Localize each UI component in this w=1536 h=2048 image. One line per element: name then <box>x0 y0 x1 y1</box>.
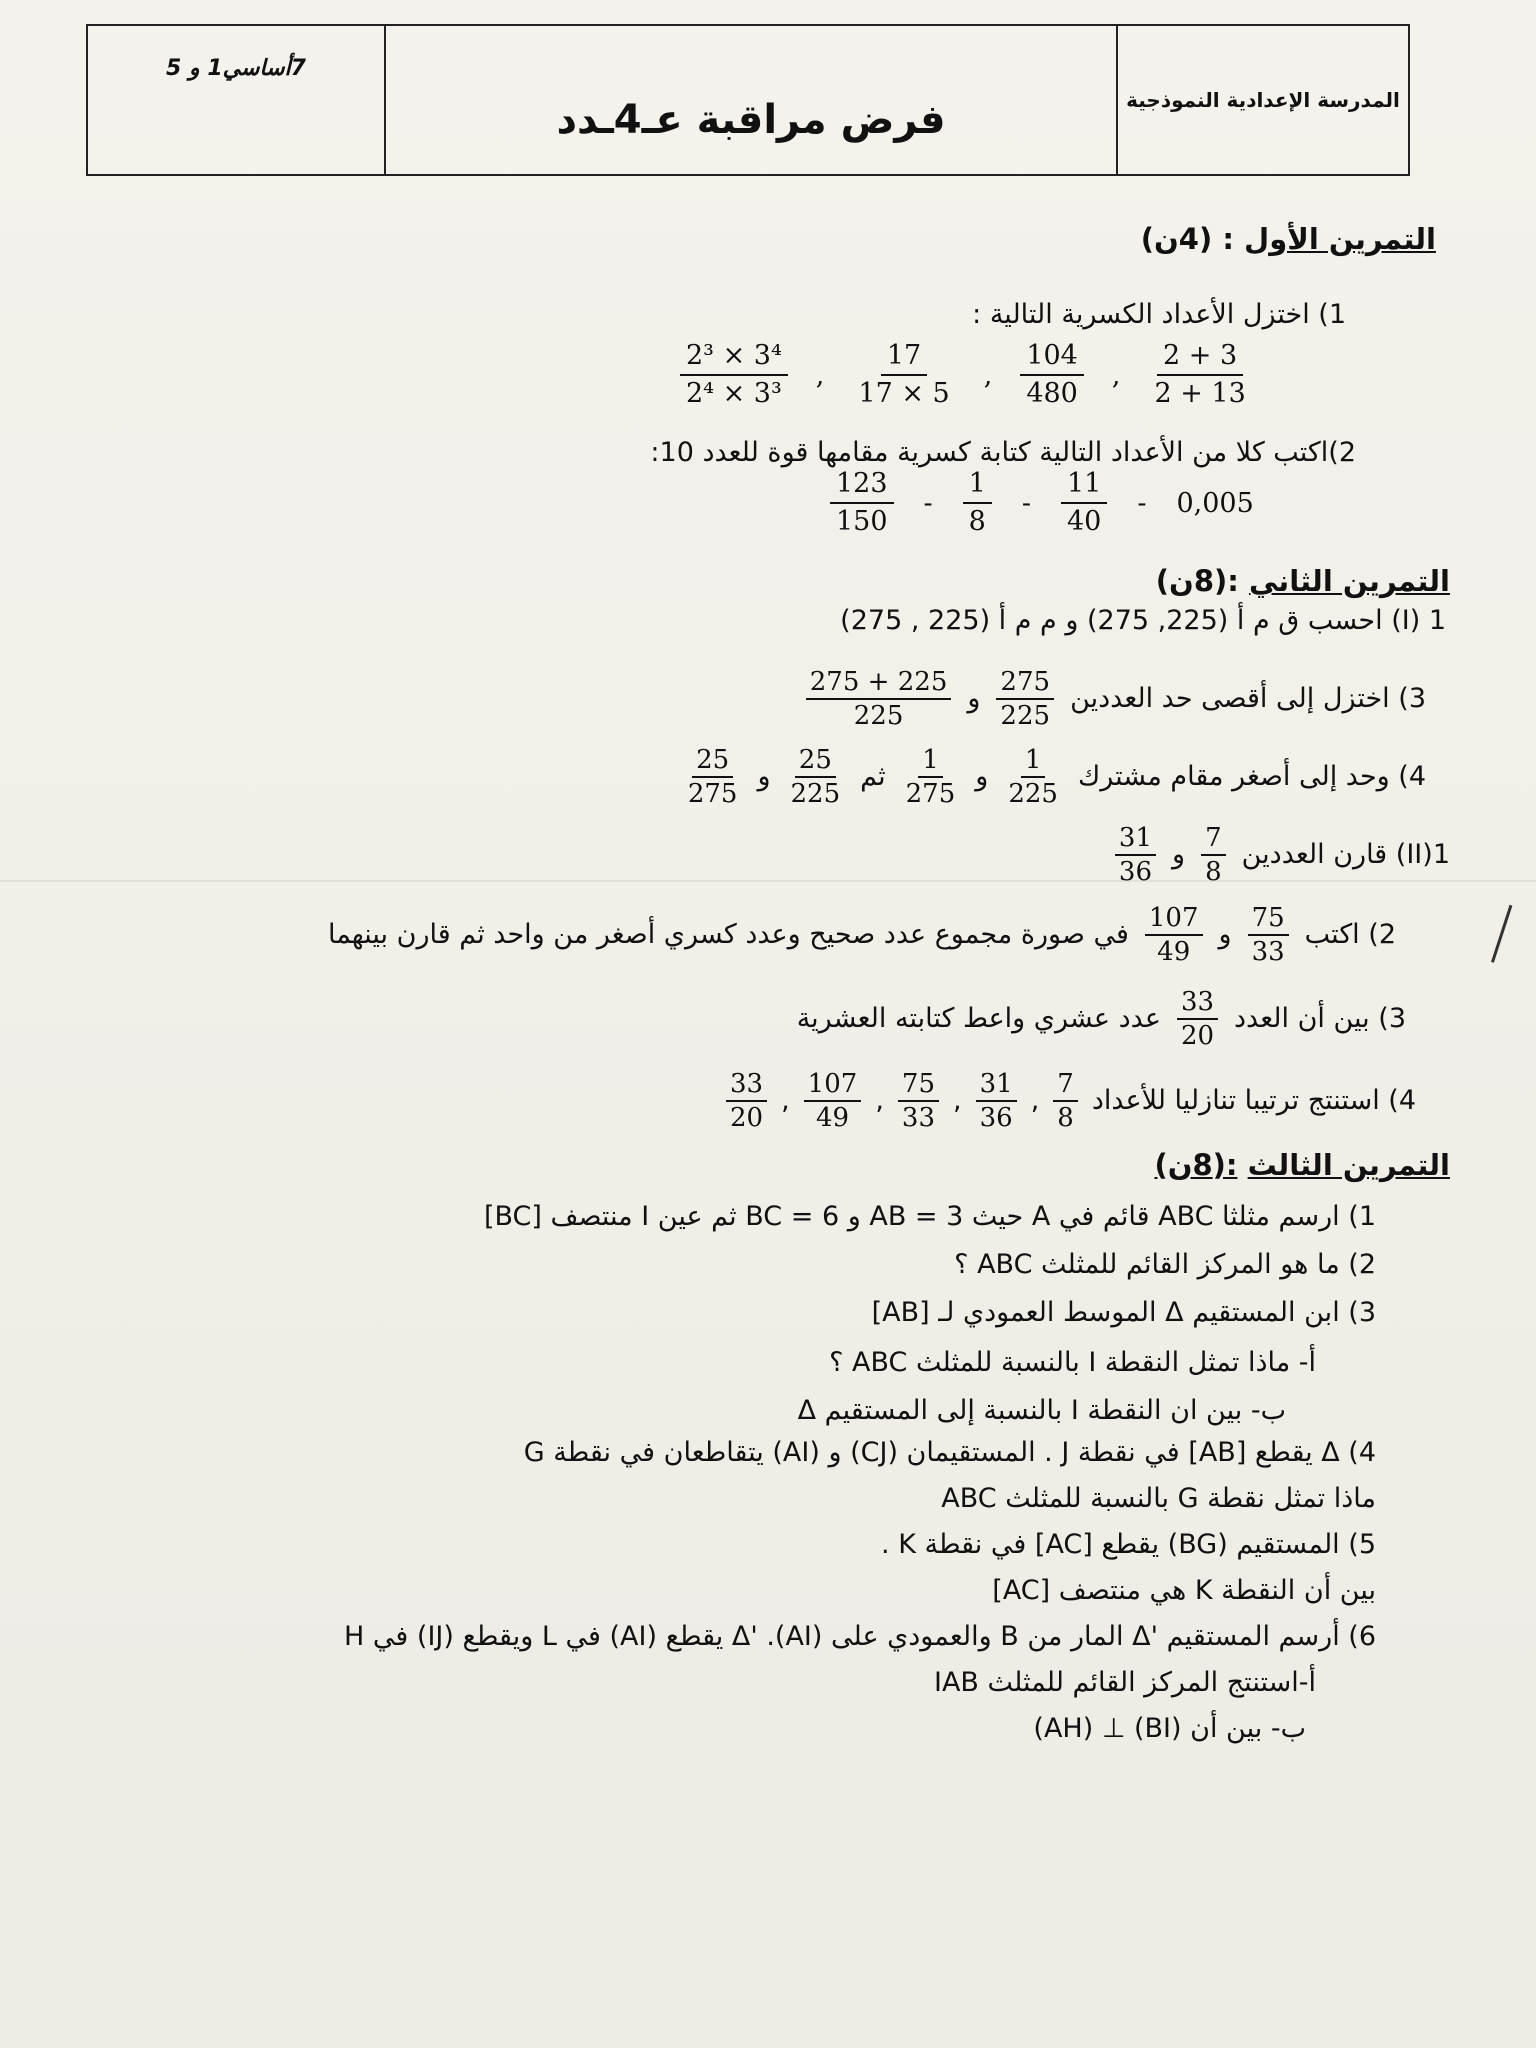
exercise-1-points: : (4ن) <box>1140 222 1234 256</box>
fraction: $\frac{\text{2³ × 3⁴}}{\text{2⁴ × 3³}}$ <box>680 338 788 412</box>
exercise-1-title: التمرين الأول <box>1244 222 1436 256</box>
ex1-q1: 1) اختزل الأعداد الكسرية التالية : <box>972 299 1346 330</box>
fraction: $\frac{107}{49}$ <box>1145 902 1203 968</box>
fraction: $\frac{33}{20}$ <box>726 1068 767 1134</box>
fraction: $\frac{225 + 275}{225}$ <box>806 666 952 732</box>
fraction: $\frac{1}{8}$ <box>963 466 992 540</box>
exercise-1-heading <box>1141 222 1436 256</box>
fraction: $\frac{2 + 3}{2 + 13}$ <box>1154 340 1246 409</box>
fraction: $\frac{7}{8}$ <box>1053 1068 1078 1134</box>
fraction: $\frac{104}{480}$ <box>1020 338 1084 412</box>
ex2-q3: 3) اختزل إلى أقصى حد العددين $\frac{275}{225}$ و $\frac{225 + 275}{225}$ <box>800 666 1426 732</box>
exercise-2-points: :(8ن) <box>1155 564 1239 598</box>
exercise-3-heading <box>1154 1148 1450 1182</box>
fraction: $\frac{123}{150}$ <box>830 466 894 540</box>
ex3-line-6a: أ-استنتج المركز القائم للمثلث IAB <box>934 1667 1316 1698</box>
ex3-line-3b: ب- بين ان النقطة I بالنسبة إلى المستقيم Δ <box>797 1395 1286 1426</box>
exam-title: فرض مراقبة عـ4ـدد <box>384 26 1116 174</box>
ex3-line-3a: أ- ماذا تمثل النقطة I بالنسبة للمثلث ABC ؟ <box>829 1347 1316 1378</box>
fraction: $\frac{31}{36}$ <box>976 1068 1017 1134</box>
ex3-line-4b: ماذا تمثل نقطة G بالنسبة للمثلث ABC <box>941 1483 1376 1514</box>
ex2-ii1: 1(II) قارن العددين $\frac{7}{8}$ و $\frac{31}{36}$ <box>1109 822 1450 888</box>
exercise-2-title: التمرين الثاني <box>1248 564 1450 598</box>
fraction: $\frac{25}{225}$ <box>790 745 841 809</box>
exercise-3-points: :(8ن) <box>1154 1148 1238 1182</box>
ex1-q2: 2)اكتب كلا من الأعداد التالية كتابة كسرية مقامها قوة للعدد 10: <box>650 437 1356 468</box>
ex3-line-6: 6) أرسم المستقيم 'Δ المار من B والعمودي على (AI). 'Δ يقطع (AI) في L ويقطع (IJ) في H <box>344 1621 1376 1652</box>
ex3-line-5: 5) المستقيم (BG) يقطع [AC] في نقطة K . <box>881 1529 1376 1560</box>
ex2-ii2: 2) اكتب $\frac{75}{33}$ و $\frac{107}{49}$ في صورة مجموع عدد صحيح وعدد كسري أصغر من واحد ثم قارن بينهما <box>327 903 1396 967</box>
decimal-value: 0,005 <box>1176 487 1254 519</box>
ex1-q2-numbers: $\frac{123}{150}$ - $\frac{1}{8}$ - $\frac{11}{40}$ - 0,005 <box>830 466 1254 540</box>
fraction: $\frac{1}{225}$ <box>1008 745 1058 809</box>
exercise-2-heading <box>1156 564 1450 598</box>
ex3-line-6b: ب- بين أن (BI) ⊥ (AH) <box>1033 1713 1306 1744</box>
ex2-q4: 4) وحد إلى أصغر مقام مشترك $\frac{1}{225}$ و $\frac{1}{275}$ ثم $\frac{25}{225}$ و $\frac{25}{275}$ <box>678 744 1426 810</box>
fraction: $\frac{1}{275}$ <box>905 745 956 809</box>
ex2-ii4: 4) استنتج ترتيبا تنازليا للأعداد $\frac{7}{8}$ , $\frac{31}{36}$ , $\frac{75}{33}$ , $\frac{107}{49}$ , $\frac{33}{20}$ <box>720 1068 1416 1134</box>
fraction: $\frac{17}{17 \times 5}$ <box>858 340 950 409</box>
ex3-line-1: 1) ارسم مثلثا ABC قائم في A حيث AB = 3 و BC = 6 ثم عين I منتصف [BC] <box>483 1201 1376 1232</box>
ex1-q1-fractions: $\frac{\text{2³ × 3⁴}}{\text{2⁴ × 3³}}$ , $\frac{17}{17 \times 5}$ , $\frac{104}{480}$ , $\frac{2 + 3}{2 + 13}$ <box>680 338 1252 412</box>
ex3-line-5b: بين أن النقطة K هي منتصف [AC] <box>992 1575 1376 1606</box>
fraction: $\frac{31}{36}$ <box>1115 822 1156 888</box>
fraction: $\frac{275}{225}$ <box>996 666 1054 732</box>
fraction: $\frac{7}{8}$ <box>1201 822 1226 888</box>
fraction: $\frac{25}{275}$ <box>687 745 738 809</box>
fraction: $\frac{75}{33}$ <box>1248 902 1289 968</box>
exam-header <box>86 24 1410 176</box>
fraction: $\frac{75}{33}$ <box>898 1068 939 1134</box>
ex3-line-2: 2) ما هو المركز القائم للمثلث ABC ؟ <box>954 1249 1376 1280</box>
fraction: $\frac{107}{49}$ <box>804 1068 862 1134</box>
class-level: 7أساسي1 و 5 <box>166 56 306 81</box>
exercise-3-title: التمرين الثالث <box>1247 1148 1450 1182</box>
ex2-ii3: 3) بين أن العدد $\frac{33}{20}$ عدد عشري واعط كتابته العشرية <box>796 987 1406 1051</box>
pen-mark <box>1491 905 1520 965</box>
school-name: المدرسة الإعدادية النموذجية <box>1116 26 1408 174</box>
fraction: $\frac{33}{20}$ <box>1177 986 1218 1052</box>
ex3-line-3: 3) ابن المستقيم Δ الموسط العمودي لـ [AB] <box>871 1297 1376 1328</box>
ex2-q1: I) 1) احسب ق م أ (225, 275) و م م أ (225 , 275) <box>840 605 1446 636</box>
fraction: $\frac{11}{40}$ <box>1061 466 1107 540</box>
ex3-line-4: 4) Δ يقطع [AB] في نقطة J . المستقيمان (CJ) و (AI) يتقاطعان في نقطة G <box>523 1437 1376 1468</box>
